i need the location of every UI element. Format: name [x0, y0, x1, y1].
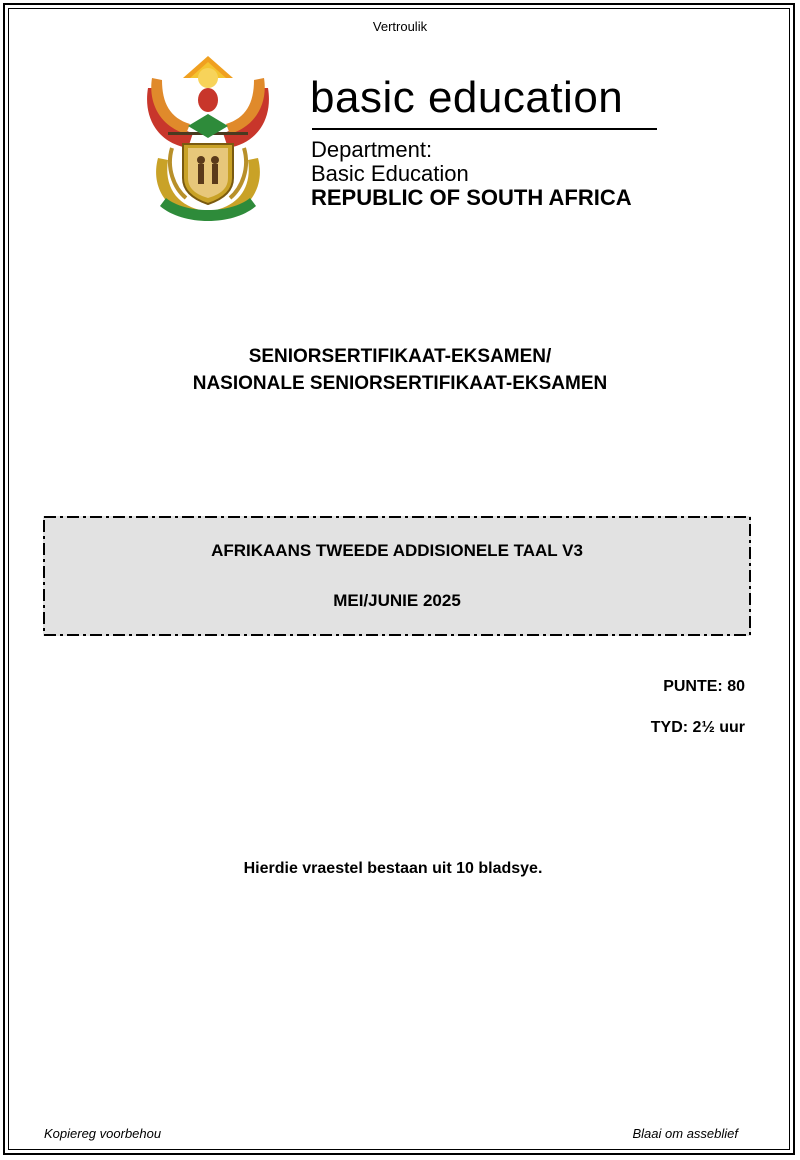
department-label: Department:	[311, 137, 433, 162]
copyright-notice: Kopiereg voorbehou	[44, 1126, 162, 1141]
exam-title-line1: SENIORSERTIFIKAAT-EKSAMEN/	[248, 346, 552, 367]
exam-duration: TYD: 2½ uur	[650, 719, 745, 736]
coat-of-arms-icon	[138, 48, 278, 226]
exam-session: MEI/JUNIE 2025	[333, 591, 461, 610]
country-name: REPUBLIC OF SOUTH AFRICA	[311, 185, 632, 210]
page-count-note: Hierdie vraestel bestaan uit 10 bladsye.	[243, 860, 543, 877]
turn-over-notice: Blaai om asseblief	[632, 1126, 738, 1141]
confidential-label: Vertroulik	[372, 19, 428, 34]
department-name: Basic Education	[311, 161, 469, 186]
wordmark-underline	[312, 128, 657, 130]
exam-title-line2: NASIONALE SENIORSERTIFIKAAT-EKSAMEN	[192, 373, 608, 394]
total-marks: PUNTE: 80	[663, 678, 745, 695]
subject-title: AFRIKAANS TWEEDE ADDISIONELE TAAL V3	[211, 541, 583, 560]
basic-education-wordmark: basic education	[310, 73, 624, 122]
dash-dot-border	[43, 516, 751, 636]
exam-title	[0, 343, 800, 397]
subject-box	[43, 516, 751, 636]
